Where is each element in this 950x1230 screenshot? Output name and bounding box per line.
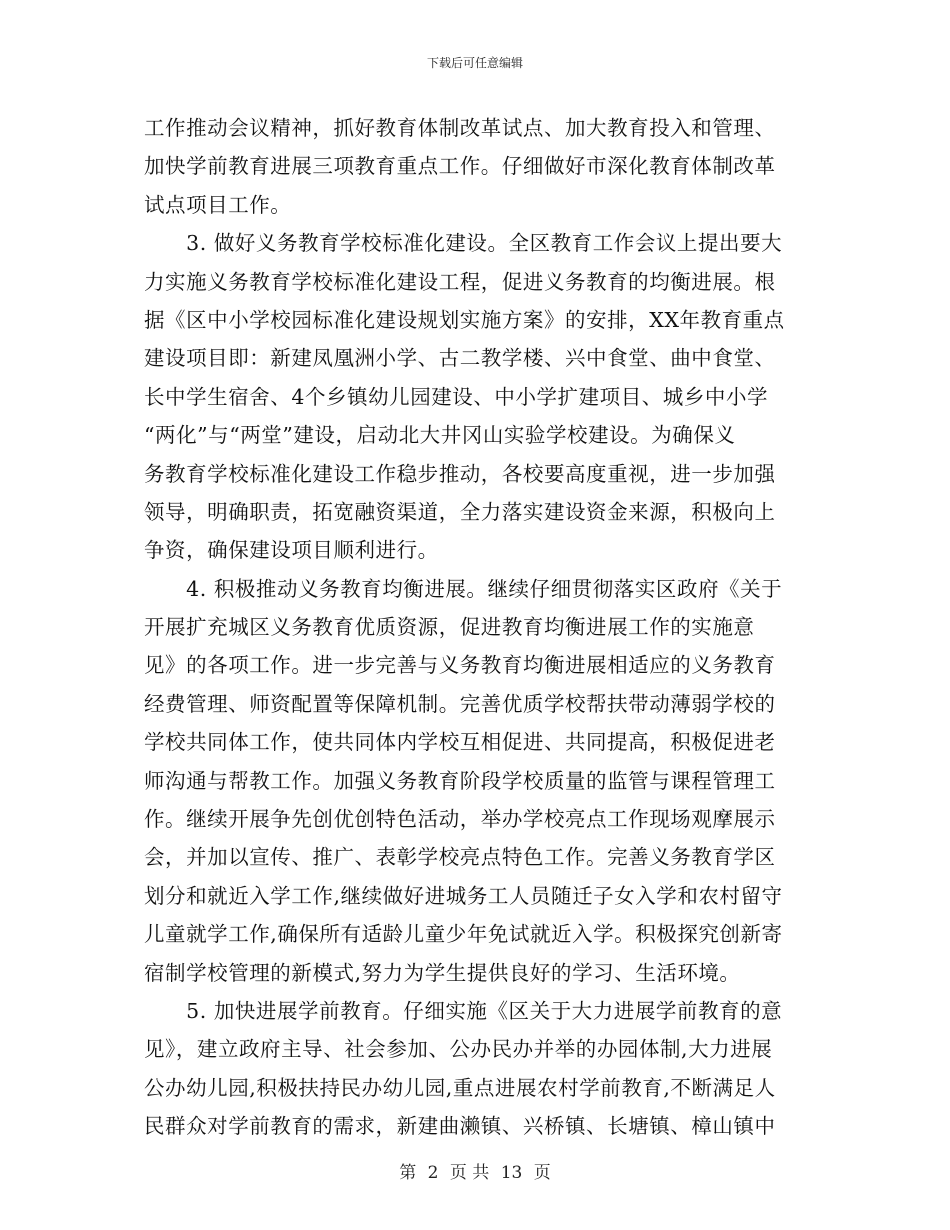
text-line: 4. 积极推动义务教育均衡进展。继续仔细贯彻落实区政府《关于 xyxy=(144,576,783,601)
text-line: 宿制学校管理的新模式,努力为学生提供良好的学习、生活环境。 xyxy=(144,960,741,985)
text-line: 作。继续开展争先创优创特色活动，举办学校亮点工作现场观摩展示 xyxy=(144,807,776,832)
text-line: 公办幼儿园,积极扶持民办幼儿园,重点进展农村学前教育,不断满足人 xyxy=(144,1075,776,1100)
text-line: 试点项目工作。 xyxy=(144,192,292,217)
page-header: 下载后可任意编辑 xyxy=(426,56,523,70)
text-line: 师沟通与帮教工作。加强义务教育阶段学校质量的监管与课程管理工 xyxy=(144,768,776,793)
text-line: 力实施义务教育学校标准化建设工程，促进义务教育的均衡进展。根 xyxy=(144,269,776,294)
text-line: 争资，确保建设项目顺利进行。 xyxy=(144,538,439,563)
text-line: 加快学前教育进展三项教育重点工作。仔细做好市深化教育体制改革 xyxy=(144,154,776,179)
text-line: 5. 加快进展学前教育。仔细实施《区关于大力进展学前教育的意 xyxy=(144,998,783,1023)
text-line: 开展扩充城区义务教育优质资源，促进教育均衡进展工作的实施意 xyxy=(144,615,755,640)
text-line: 划分和就近入学工作,继续做好进城务工人员随迁子女入学和农村留守 xyxy=(144,883,783,908)
text-line: 长中学生宿舍、4个乡镇幼儿园建设、中小学扩建项目、城乡中小学 xyxy=(144,384,769,409)
text-line: 领导，明确职责，拓宽融资渠道，全力落实建设资金来源，积极向上 xyxy=(144,499,776,524)
footer-page-number: 2 xyxy=(427,1163,439,1183)
text-line: 3. 做好义务教育学校标准化建设。全区教育工作会议上提出要大 xyxy=(144,231,783,256)
text-line: “两化”与“两堂”建设，启动北大井冈山实验学校建设。为确保义 xyxy=(144,423,736,448)
text-line: 见》的各项工作。进一步完善与义务教育均衡进展相适应的义务教育 xyxy=(144,653,776,678)
document-body xyxy=(144,109,809,1146)
text-line: 儿童就学工作,确保所有适龄儿童少年免试就近入学。积极探究创新寄 xyxy=(144,922,783,947)
text-line: 会，并加以宣传、推广、表彰学校亮点特色工作。完善义务教育学区 xyxy=(144,845,776,870)
text-line: 经费管理、师资配置等保障机制。完善优质学校帮扶带动薄弱学校的 xyxy=(144,691,776,716)
footer-prefix: 第 xyxy=(399,1163,417,1183)
footer-total-pages: 13 xyxy=(500,1163,523,1183)
text-line: 建设项目即：新建凤凰洲小学、古二教学楼、兴中食堂、曲中食堂、 xyxy=(144,346,776,371)
text-line: 见》，建立政府主导、社会参加、公办民办并举的办园体制,大力进展 xyxy=(144,1037,773,1062)
page-footer xyxy=(0,1158,950,1183)
text-line: 学校共同体工作，使共同体内学校互相促进、共同提高，积极促进老 xyxy=(144,730,776,755)
text-line: 民群众对学前教育的需求，新建曲濑镇、兴桥镇、长塘镇、樟山镇中 xyxy=(144,1114,776,1139)
text-line: 据《区中小学校园标准化建设规划实施方案》的安排，XX年教育重点 xyxy=(144,307,785,332)
text-line: 务教育学校标准化建设工作稳步推动，各校要高度重视，进一步加强 xyxy=(144,461,776,486)
text-line: 工作推动会议精神，抓好教育体制改革试点、加大教育投入和管理、 xyxy=(144,116,776,140)
footer-middle: 页 共 xyxy=(449,1163,490,1183)
footer-suffix: 页 xyxy=(533,1163,551,1183)
